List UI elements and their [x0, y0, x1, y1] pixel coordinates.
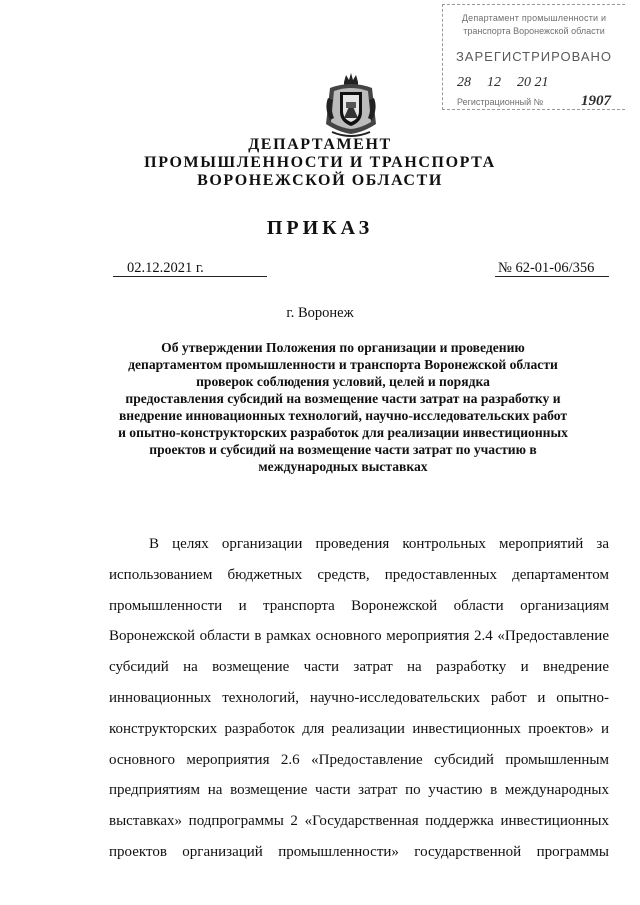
subject-line: международных выставках — [258, 459, 428, 474]
order-number-underline — [495, 276, 609, 277]
stamp-date-year: 20 21 — [517, 75, 549, 90]
order-date: 02.12.2021 г. — [127, 260, 204, 276]
body-paragraph — [109, 529, 609, 868]
body-line: предприятиям на возмещение части затрат по участию в международных — [109, 782, 609, 799]
subject-line: внедрение инновационных технологий, научно-исследовательских работ — [118, 408, 568, 423]
stamp-date-day: 28 — [457, 75, 471, 90]
body-line: промышленности и транспорта Воронежской области организациям — [109, 597, 609, 614]
body-line: проектов организаций промышленности» государственной программы — [109, 843, 609, 860]
body-line: В целях организации проведения контрольных мероприятий за — [149, 536, 609, 552]
department-heading — [0, 136, 640, 190]
dept-line-2: ПРОМЫШЛЕННОСТИ И ТРАНСПОРТА — [144, 154, 496, 171]
order-number: № 62-01-06/356 — [498, 260, 595, 276]
body-line: конструкторских разработок для реализации инвестиционных проектов» и — [109, 720, 609, 737]
body-line: субсидий на возмещение части затрат на разработку и внедрение — [109, 659, 609, 676]
coat-of-arms-icon — [322, 72, 380, 140]
dept-line-1: ДЕПАРТАМЕНТ — [248, 136, 392, 153]
subject-line: проектов и субсидий на возмещение части затрат по участию в — [149, 442, 537, 457]
order-subject — [108, 339, 578, 475]
stamp-reg-label: Регистрационный № — [457, 97, 544, 107]
city-line: г. Воронеж — [286, 305, 354, 321]
subject-line: Об утверждении Положения по организации и проведению — [161, 340, 525, 355]
dept-line-3: ВОРОНЕЖСКОЙ ОБЛАСТИ — [197, 172, 443, 189]
subject-line: и опытно-конструкторских разработок для реализации инвестиционных — [118, 425, 568, 440]
subject-line: департаментом промышленности и транспорта Воронежской области — [128, 357, 558, 372]
body-line: выставках» подпрограммы 2 «Государственная поддержка инвестиционных — [109, 813, 609, 830]
stamp-date — [457, 75, 565, 91]
stamp-date-month: 12 — [487, 75, 501, 90]
stamp-org-line-2: транспорта Воронежской области — [463, 26, 605, 36]
document-type-title: ПРИКАЗ — [266, 217, 374, 239]
body-line: использованием бюджетных средств, предоставленных департаментом — [109, 566, 609, 583]
order-date-underline — [113, 276, 267, 277]
stamp-status: ЗАРЕГИСТРИРОВАНО — [455, 49, 613, 64]
body-line: инновационных технологий, научно-исследовательских работ и опытно- — [109, 689, 609, 706]
body-line: Воронежской области в рамках основного мероприятия 2.4 «Предоставление — [109, 628, 609, 645]
body-line: основного мероприятия 2.6 «Предоставление субсидий промышленным — [109, 751, 609, 768]
stamp-reg-number: 1907 — [581, 93, 611, 109]
registration-stamp — [442, 4, 625, 110]
subject-line: предоставления субсидий на возмещение части затрат на разработку и — [125, 391, 561, 406]
stamp-org-line-1: Департамент промышленности и — [461, 13, 607, 23]
subject-line: проверок соблюдения условий, целей и порядка — [196, 374, 490, 389]
